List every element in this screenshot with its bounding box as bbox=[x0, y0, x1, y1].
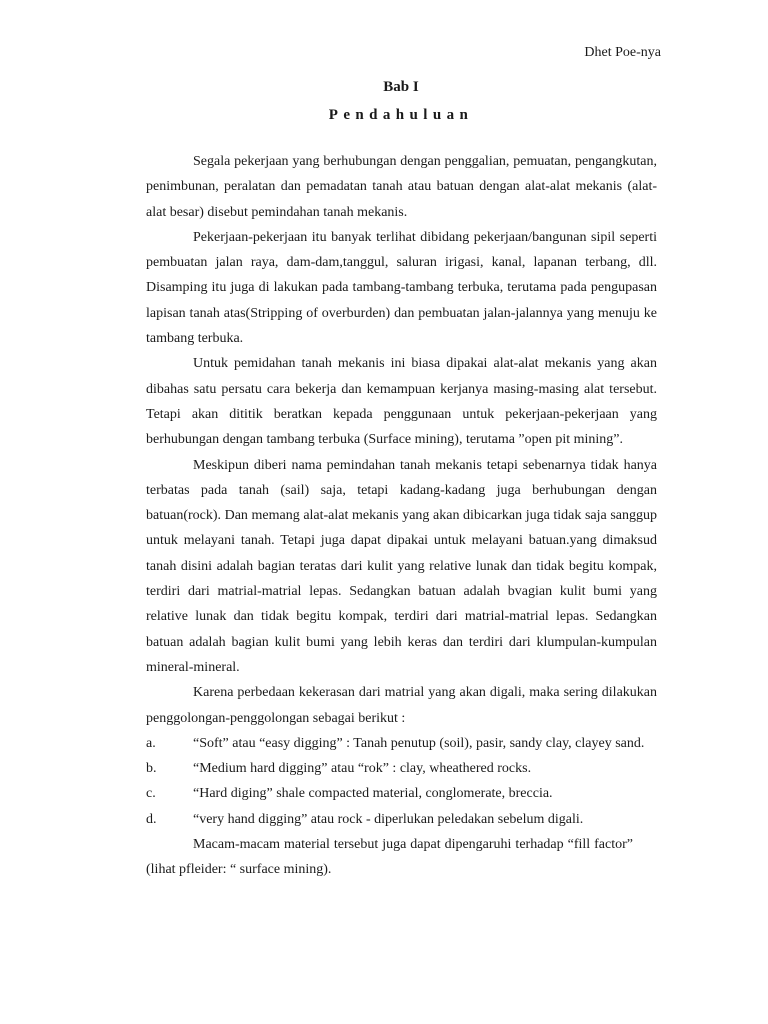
list-item bbox=[146, 731, 657, 756]
final-paragraph-part2: (lihat pfleider: “ surface mining). bbox=[146, 862, 332, 878]
paragraph: Segala pekerjaan yang berhubungan dengan penggalian, pemuatan, pengangkutan, penimbunan, peralatan dan pemadatan tanah atau batuan dengan alat-alat mekanis (alat-alat besar) disebut pemindahan tanah mekanis. bbox=[146, 154, 657, 220]
list-item-text: “very hand digging” atau rock - diperlukan peledakan sebelum digali. bbox=[193, 811, 584, 827]
paragraph: Untuk pemidahan tanah mekanis ini biasa dipakai alat-alat mekanis yang akan dibahas satu persatu cara bekerja dan kemampuan kerjanya masing-masing alat tersebut. Tetapi akan dititik beratkan kepada penggunaan untuk pekerjaan-pekerjaan yang berhubungan dengan tambang terbuka (Surface mining), terutama ”open pit mining”. bbox=[146, 356, 657, 448]
final-paragraph-part1: Macam-macam material tersebut juga dapat dipengaruhi terhadap “fill factor” bbox=[193, 837, 633, 853]
paragraph: Meskipun diberi nama pemindahan tanah mekanis tetapi sebenarnya tidak hanya terbatas pada tanah (sail) saja, tetapi kadang-kadang juga berhubungan dengan batuan(rock). Dan memang alat-alat mekanis yang akan dibicarkan juga tidak saja sanggup untuk melayani tanah. Tetapi juga dapat dipakai untuk melayani batuan.yang dimaksud tanah disini adalah bagian teratas dari kulit yang relative lunak dan tidak begitu kompak, terdiri dari matrial-matrial lepas. Sedangkan batuan adalah bvagian kulit bumi yang relative lunak dan tidak begitu kompak, terdiri dari matrial-matrial lepas. Sedangkan batuan adalah bagian kulit bumi yang lebih keras dan terdiri dari klumpulan-kumpulan mineral-mineral. bbox=[146, 457, 657, 675]
list-item-text: “Medium hard digging” atau “rok” : clay, wheathered rocks. bbox=[193, 761, 532, 777]
paragraph: Karena perbedaan kekerasan dari matrial yang akan digali, maka sering dilakukan penggolongan-penggolongan sebagai berikut : bbox=[146, 685, 657, 726]
list-marker: c. bbox=[146, 786, 156, 802]
list-marker: a. bbox=[146, 735, 156, 751]
paragraph: Pekerjaan-pekerjaan itu banyak terlihat dibidang pekerjaan/bangunan sipil seperti pembuatan jalan raya, dam-dam,tanggul, saluran irigasi, kanal, lapanan terbang, dll. Disamping itu juga di lakukan pada tambang-tambang terbuka, terutama pada pengupasan lapisan tanah atas(Stripping of overburden) dan pembuatan jalan-jalannya yang menuju ke tambang terbuka. bbox=[146, 229, 657, 347]
list-item-text: “Hard diging” shale compacted material, conglomerate, breccia. bbox=[193, 786, 553, 802]
list-item bbox=[146, 807, 657, 832]
list-item bbox=[146, 756, 657, 781]
list-item-text: “Soft” atau “easy digging” : Tanah penutup (soil), pasir, sandy clay, clayey sand. bbox=[193, 735, 645, 751]
final-paragraph bbox=[146, 832, 657, 883]
list-marker: b. bbox=[146, 761, 157, 777]
chapter-number: Bab I bbox=[383, 79, 419, 95]
list-marker: d. bbox=[146, 811, 157, 827]
chapter-title: Pendahuluan bbox=[328, 107, 474, 123]
header-author: Dhet Poe-nya bbox=[584, 45, 661, 60]
body-text bbox=[146, 149, 657, 883]
list-item bbox=[146, 781, 657, 806]
